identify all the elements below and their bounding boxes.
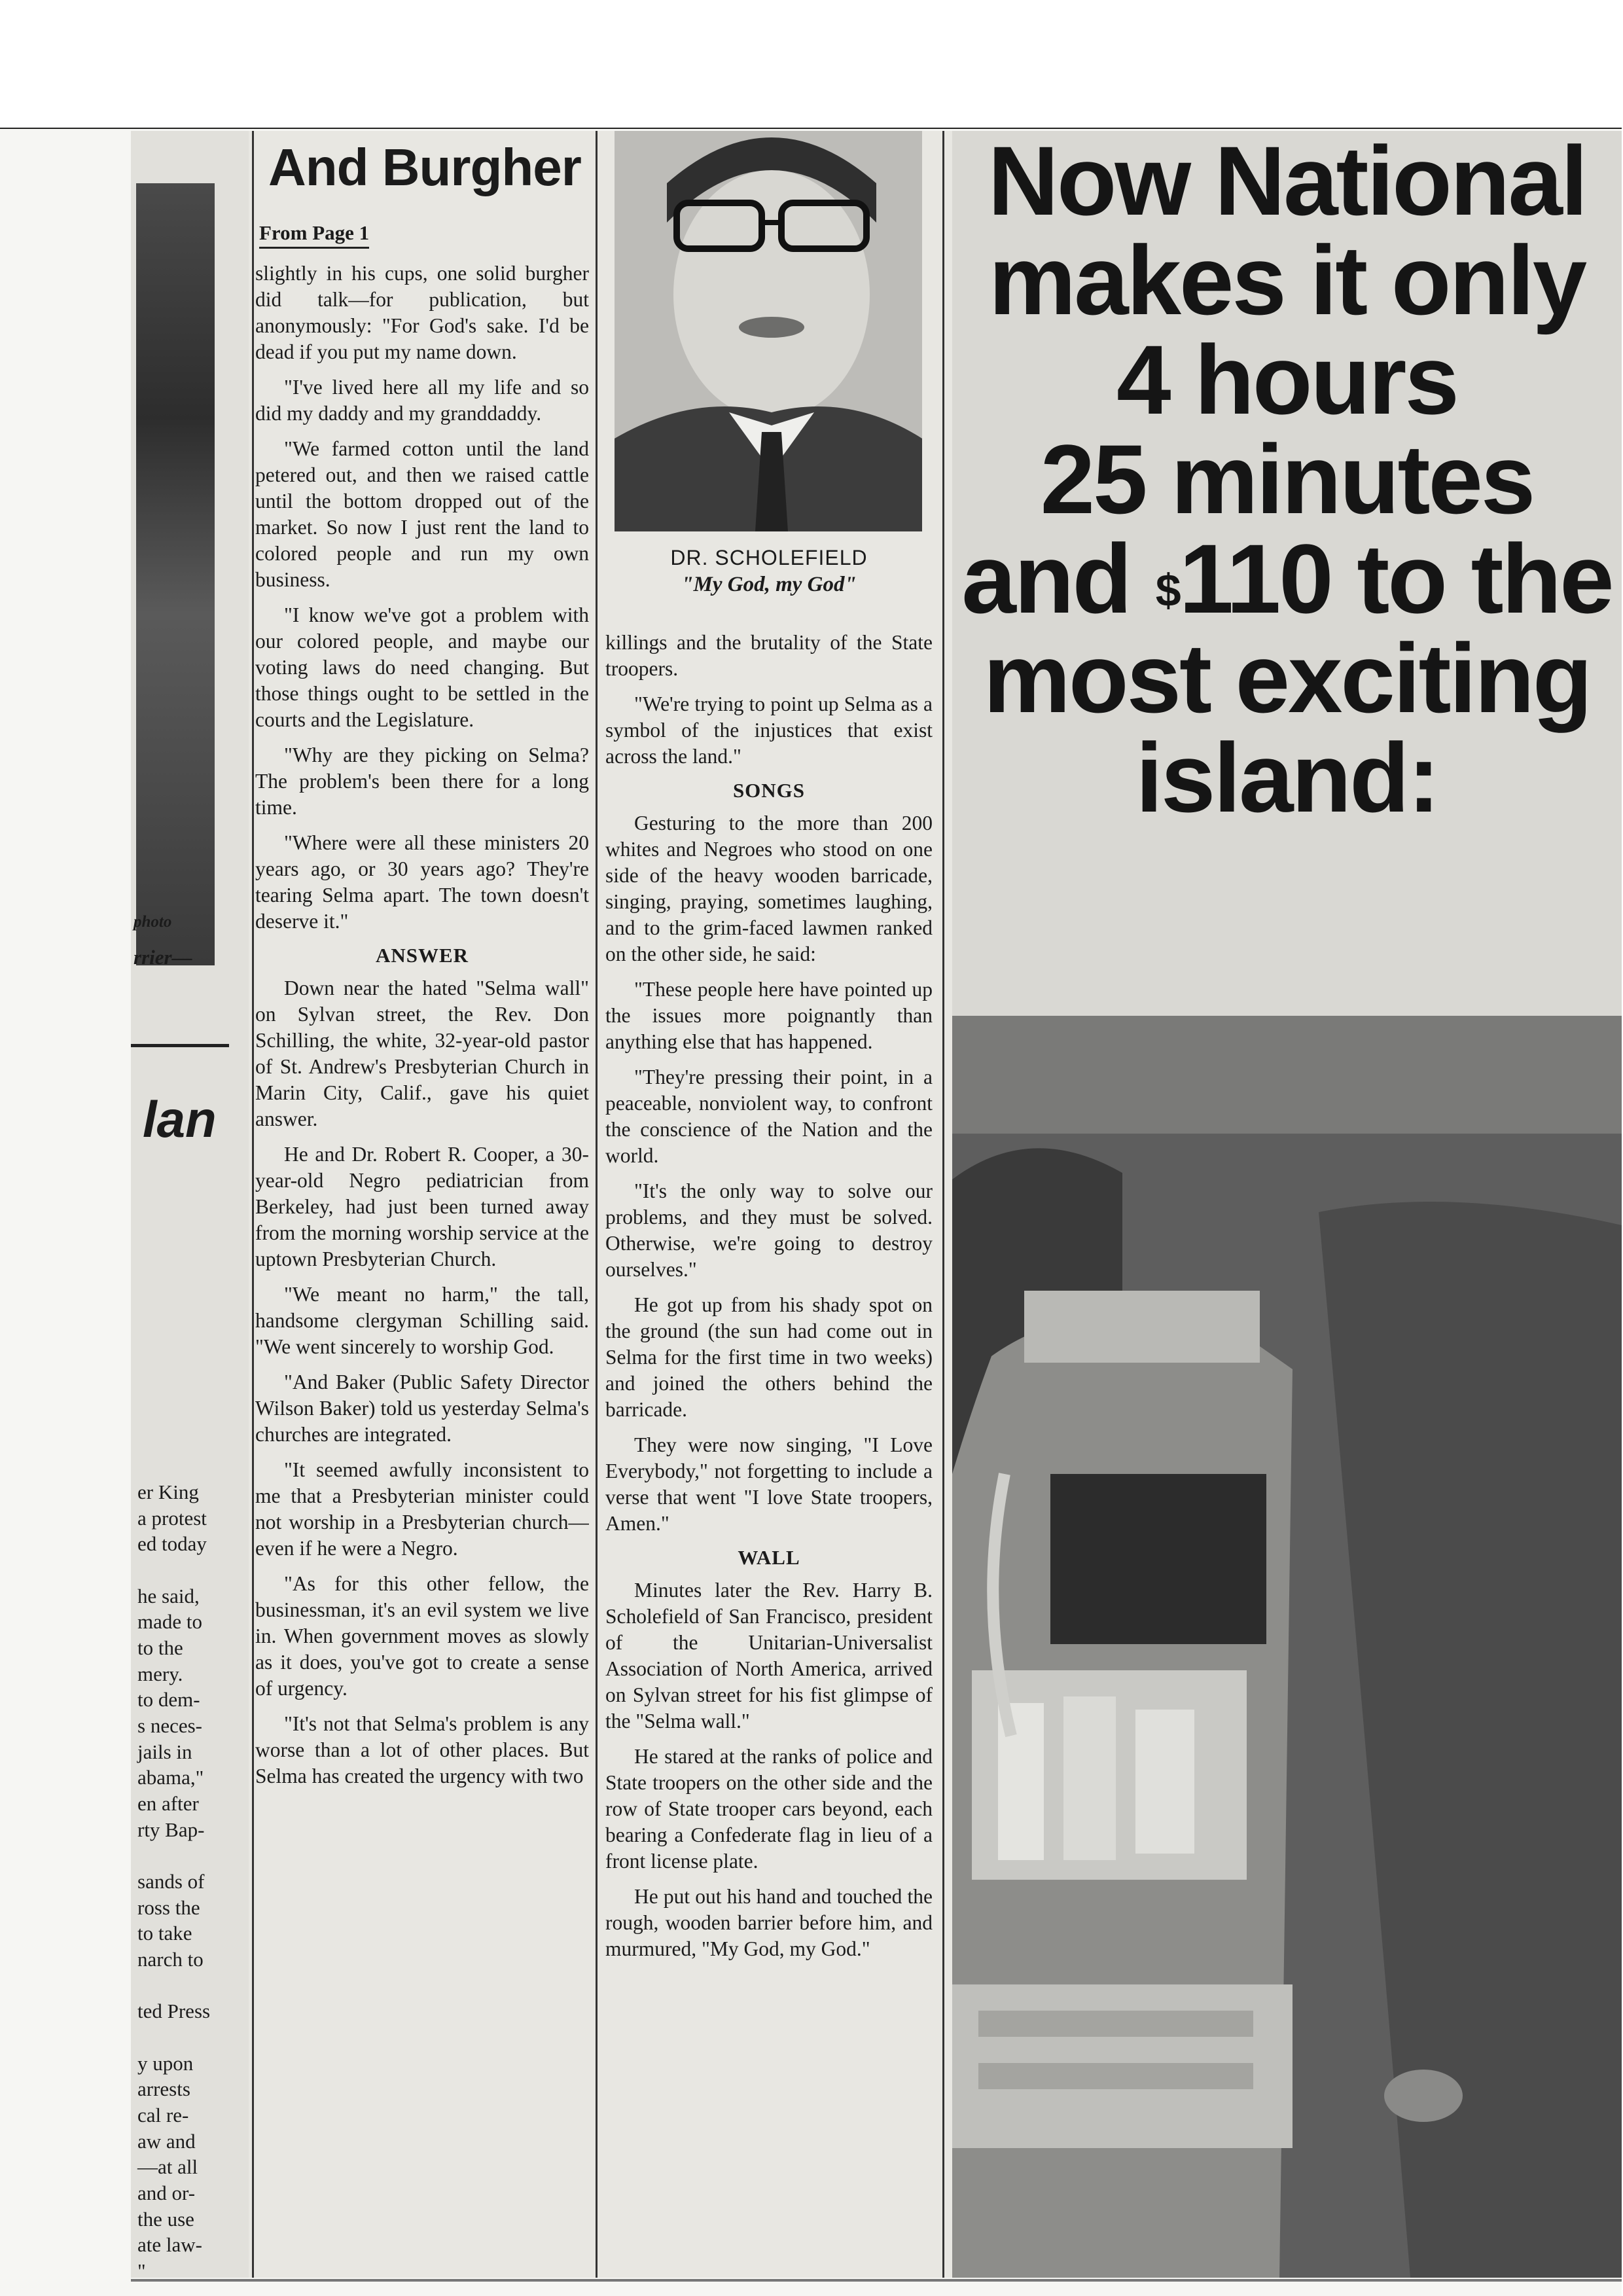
column-rule (252, 131, 254, 2278)
ad-dollar-sign: $ (1155, 565, 1179, 616)
article-paragraph: "It's not that Selma's problem is any worse than a lot of other places. But Selma has created the urgency with two (255, 1712, 589, 1787)
fragment-line (137, 1842, 245, 1869)
fragment-photo-caption: photo (134, 913, 172, 931)
fragment-line: to the (137, 1636, 183, 1660)
article-paragraph: "We meant no harm," the tall, handsome clergyman Schilling said. "We went sincerely to worship God. (255, 1283, 589, 1358)
article-paragraph: "Where were all these ministers 20 years ago, or 30 years ago? They're tearing Selma apart. The town doesn't deserve it." (255, 831, 589, 933)
fragment-line (137, 1973, 245, 1999)
fragment-line: ted Press (137, 2000, 211, 2023)
ad-line-5-post: 110 to the (1179, 524, 1613, 634)
article-paragraph: "We're trying to point up Selma as a symbol of the injustices that exist across the land." (605, 692, 933, 768)
fragment-divider (131, 1044, 229, 1047)
article-paragraph: He and Dr. Robert R. Cooper, a 30-year-old Negro pediatrician from Berkeley, had just been turned away from the morning worship service at the uptown Presbyterian Church. (255, 1143, 589, 1270)
portrait-photo (615, 131, 922, 531)
article-column-2-body (605, 630, 933, 770)
article-paragraph: "We farmed cotton until the land petered out, and then we raised cattle until the bottom dropped out of the market. So now I just rent the land to colored people and run my own business. (255, 437, 589, 591)
fragment-line: jails in (137, 1740, 192, 1763)
article-paragraph: "And Baker (Public Safety Director Wilson Baker) told us yesterday Selma's churches are integrated. (255, 1371, 589, 1446)
article-paragraph: slightly in his cups, one solid burgher did talk—for publication, but anonymously: "For God's sake. I'd be dead if you put my name down. (255, 262, 589, 363)
article-paragraph: He got up from his shady spot on the ground (the sun had come out in Selma for the first time in two weeks) and joined the others behind the barricade. (605, 1293, 933, 1421)
fragment-line: " (137, 2259, 146, 2278)
article-paragraph: "These people here have pointed up the issues more poignantly than anything else that has happened. (605, 978, 933, 1053)
article-paragraph: Minutes later the Rev. Harry B. Scholefield of San Francisco, president of the Unitarian-Universalist Association of North America, arrived on Sylvan street for his fist glimpse of the "Selma wall." (605, 1579, 933, 1732)
fragment-line: s neces- (137, 1714, 202, 1738)
fragment-line: aw and (137, 2129, 196, 2153)
ad-line-5-pre: and (961, 524, 1156, 634)
fragment-headline: lan (143, 1090, 217, 1148)
ad-line-1: Now National (988, 131, 1586, 236)
article-paragraph: killings and the brutality of the State troopers. (605, 631, 933, 680)
ad-line-4: 25 minutes (1040, 424, 1534, 534)
fragment-line (137, 2024, 245, 2051)
fragment-line: er King (137, 1480, 199, 1503)
fragment-line: the use (137, 2207, 194, 2231)
fragment-line: and or- (137, 2181, 196, 2205)
article-headline: And Burgher (268, 138, 581, 196)
ad-line-2: makes it only (988, 225, 1586, 335)
ad-line-6: most exciting (983, 623, 1591, 733)
article-column-1-body (255, 260, 589, 935)
jump-line: From Page 1 (259, 221, 369, 249)
fragment-line: ed today (137, 1532, 207, 1556)
column-rule (596, 131, 597, 2278)
column-rule (942, 131, 944, 2278)
fragment-line: to take (137, 1922, 192, 1945)
ad-line-7: island: (1135, 723, 1438, 833)
aerial-island-photo (952, 1016, 1622, 2278)
airline-advertisement (952, 131, 1622, 2278)
fragment-photo (136, 183, 215, 965)
fragment-line: abama," (137, 1766, 204, 1789)
article-column-1 (255, 131, 589, 2278)
subhead-wall: WALL (738, 1546, 800, 1569)
fragment-line: y upon (137, 2051, 194, 2075)
article-column-2-body-b (605, 810, 933, 1537)
article-paragraph: "It's the only way to solve our problems, and they must be solved. Otherwise, we're going to destroy ourselves." (605, 1179, 933, 1281)
subhead-answer: ANSWER (375, 944, 469, 967)
article-paragraph: "They're pressing their point, in a peaceable, nonviolent way, to confront the conscience of the Nation and the world. (605, 1066, 933, 1167)
article-paragraph: He put out his hand and touched the rough, wooden barrier before him, and murmured, "My God, my God." (605, 1885, 933, 1960)
fragment-line: rty Bap- (137, 1818, 205, 1841)
article-paragraph: "As for this other fellow, the businessman, it's an evil system we live in. When government moves as slowly as it does, you've got to create a sense of urgency. (255, 1572, 589, 1700)
article-paragraph: "I know we've got a problem with our colored people, and maybe our voting laws do need changing. But those things ought to be settled in the courts and the Legislature. (255, 603, 589, 731)
ad-headline (952, 131, 1622, 833)
fragment-line: ross the (137, 1895, 200, 1919)
portrait-illustration (615, 131, 922, 531)
photo-caption-name: DR. SCHOLEFIELD (670, 546, 868, 569)
fragment-line: a protest (137, 1506, 207, 1530)
fragment-column (131, 131, 249, 2278)
fragment-line: ate law- (137, 2233, 202, 2257)
fragment-line: he said, (137, 1584, 200, 1607)
article-paragraph: "I've lived here all my life and so did my daddy and my granddaddy. (255, 376, 589, 425)
fragment-line: en after (137, 1792, 199, 1816)
newspaper-clipping (131, 131, 1622, 2278)
fragment-line: made to (137, 1610, 202, 1634)
fragment-line: arrests (137, 2077, 190, 2101)
fragment-line: cal re- (137, 2104, 189, 2127)
article-paragraph: Gesturing to the more than 200 whites and Negroes who stood on one side of the heavy wooden barricade, singing, praying, sometimes laughing, and to the grim-faced lawmen ranked on the other side, he said: (605, 812, 933, 965)
fragment-line: to dem- (137, 1688, 200, 1712)
fragment-text-lines (137, 1479, 245, 2278)
ad-line-3: 4 hours (1116, 325, 1457, 435)
article-paragraph: They were now singing, "I Love Everybody," not forgetting to include a verse that went "I love State troopers, Amen." (605, 1433, 933, 1535)
article-column-1-body-b (255, 975, 589, 1789)
ad-line-5 (952, 524, 1622, 634)
article-paragraph: "It seemed awfully inconsistent to me that a Presbyterian minister could not worship in a Presbyterian church—even if he were a Negro. (255, 1458, 589, 1560)
article-column-2-body-c (605, 1577, 933, 1962)
article-paragraph: Down near the hated "Selma wall" on Sylvan street, the Rev. Don Schilling, the white, 32-year-old pastor of St. Andrew's Presbyterian Church in Marin City, Calif., gave his quiet answer. (255, 977, 589, 1130)
fragment-line: mery. (137, 1662, 183, 1685)
aerial-illustration (952, 1016, 1622, 2278)
fragment-line: —at all (137, 2155, 198, 2179)
subhead-songs: SONGS (732, 779, 806, 802)
fragment-line: narch to (137, 1948, 204, 1971)
page-bottom-edge (131, 2279, 1622, 2282)
photo-caption-quote: "My God, my God" (681, 573, 857, 596)
article-column-2 (605, 131, 933, 2278)
fragment-photo-credit: rrier— (134, 946, 192, 969)
fragment-line (137, 1557, 245, 1583)
fragment-line: sands of (137, 1870, 205, 1893)
article-paragraph: "Why are they picking on Selma? The problem's been there for a long time. (255, 744, 589, 819)
article-paragraph: He stared at the ranks of police and State troopers on the other side and the row of State trooper cars beyond, each bearing a Confederate flag in lieu of a front license plate. (605, 1745, 933, 1873)
